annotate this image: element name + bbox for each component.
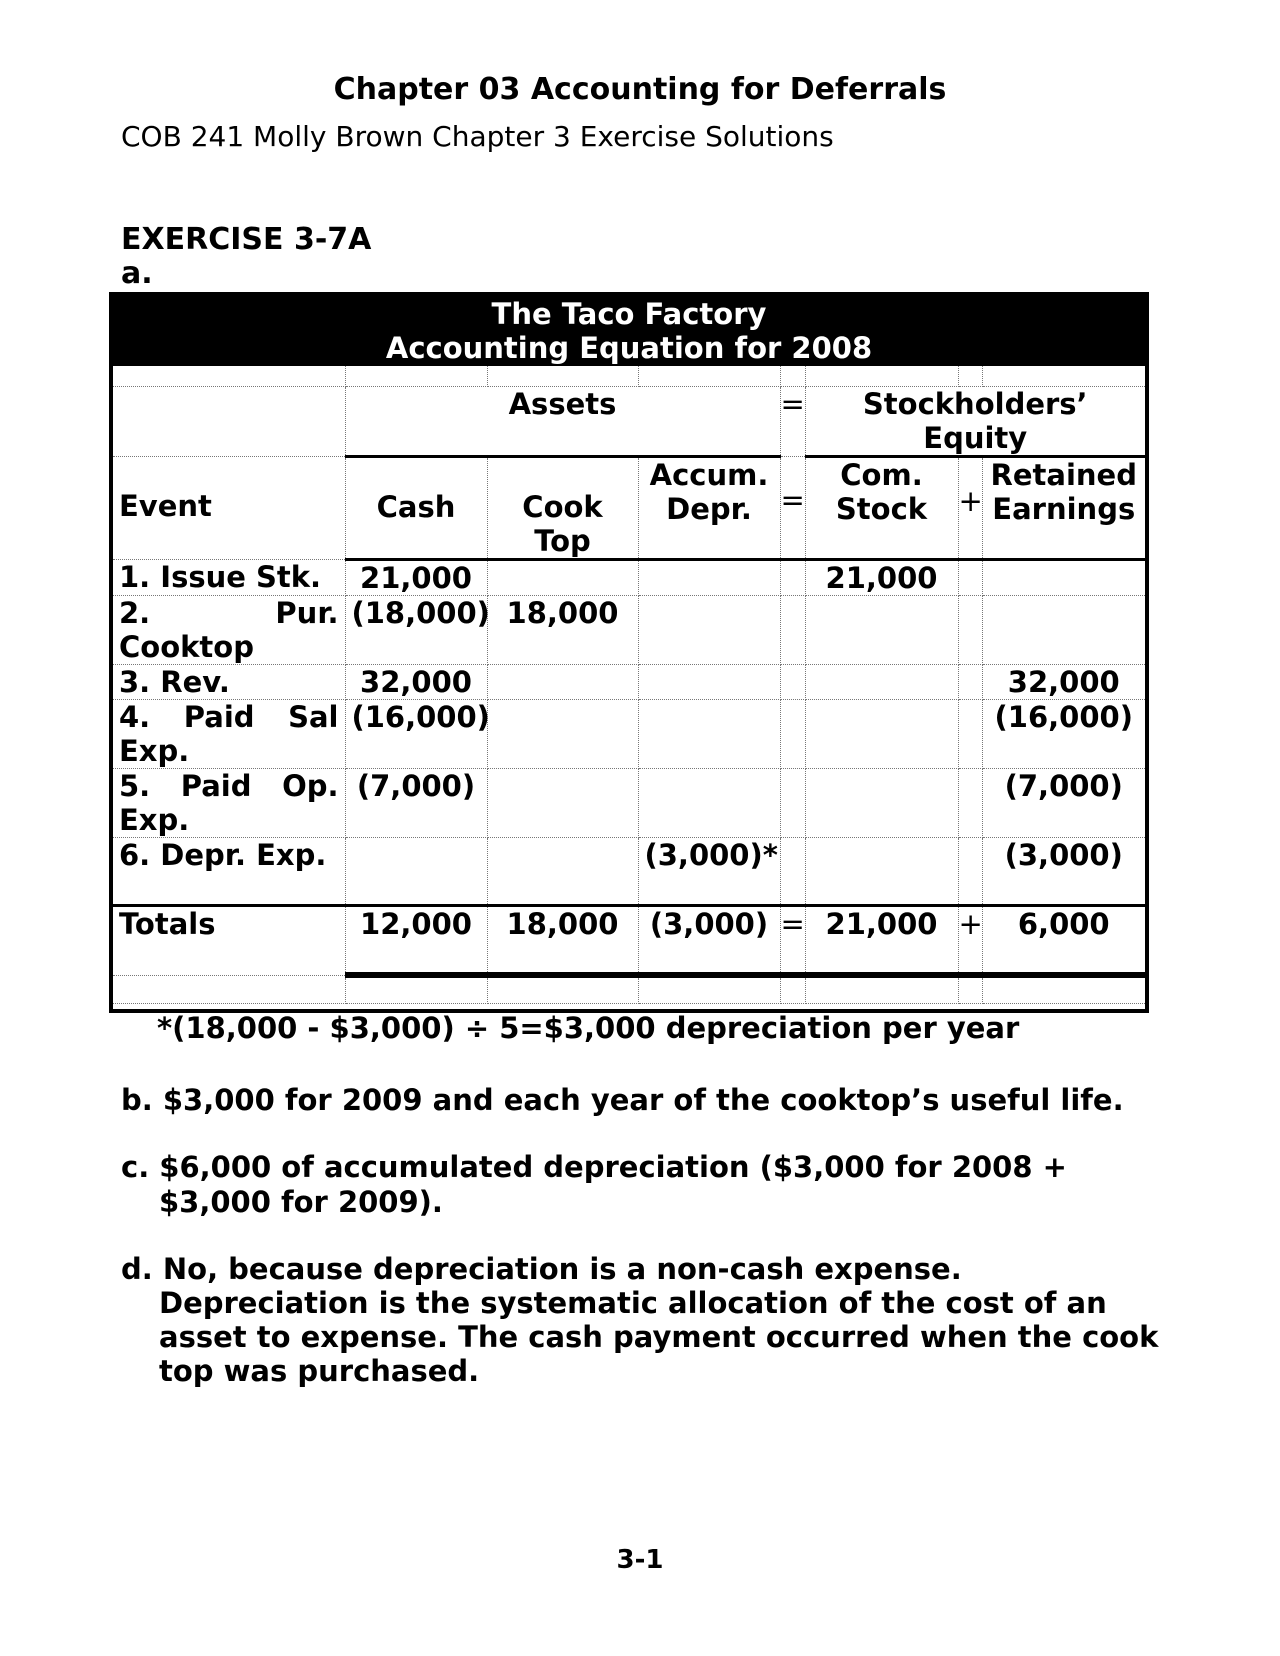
accum-depr-cell: (3,000)* bbox=[638, 837, 780, 905]
retained-earnings-cell: (7,000) bbox=[982, 768, 1145, 837]
com-stock-line1: Com. bbox=[840, 457, 923, 492]
retained-earnings-cell: (3,000) bbox=[982, 837, 1145, 905]
retained-earnings-column-header bbox=[982, 456, 1145, 559]
assets-group-header: Assets bbox=[345, 386, 780, 456]
accum-depr-line1: Accum. bbox=[649, 457, 769, 492]
event-cell: 6. Depr. Exp. bbox=[113, 837, 345, 905]
retained-earnings-cell bbox=[982, 559, 1145, 595]
totals-cash: 12,000 bbox=[345, 905, 487, 975]
depreciation-footnote: *(18,000 - $3,000) ÷ 5=$3,000 depreciation per year bbox=[157, 1011, 1020, 1045]
course-subtitle: COB 241 Molly Brown Chapter 3 Exercise Solutions bbox=[121, 120, 834, 153]
retained-earnings-line2: Earnings bbox=[992, 491, 1136, 526]
cash-cell: (7,000) bbox=[345, 768, 487, 837]
accum-depr-cell bbox=[638, 699, 780, 768]
totals-label: Totals bbox=[113, 905, 345, 975]
totals-accum-depr: (3,000) bbox=[638, 905, 780, 975]
event-cell: 1. Issue Stk. bbox=[113, 559, 345, 595]
com-stock-column-header bbox=[805, 456, 958, 559]
chapter-title: Chapter 03 Accounting for Deferrals bbox=[333, 72, 947, 107]
company-name: The Taco Factory bbox=[491, 297, 767, 331]
spacer-row bbox=[113, 366, 1145, 386]
event-cell: 3. Rev. bbox=[113, 664, 345, 699]
cooktop-cell bbox=[487, 559, 638, 595]
cooktop-cell bbox=[487, 664, 638, 699]
com-stock-cell bbox=[805, 699, 958, 768]
group-header-row bbox=[113, 386, 1145, 456]
table-heading: Accounting Equation for 2008 bbox=[385, 331, 873, 365]
com-stock-cell bbox=[805, 768, 958, 837]
totals-plus-sign: + bbox=[958, 905, 982, 975]
totals-retained-earnings: 6,000 bbox=[982, 905, 1145, 975]
double-rule-row bbox=[113, 975, 1145, 1003]
event-cell: 5. Paid Op. Exp. bbox=[113, 768, 345, 837]
cooktop-cell bbox=[487, 699, 638, 768]
table-row bbox=[113, 837, 1145, 905]
cooktop-column-header: Cook Top bbox=[487, 456, 638, 559]
retained-earnings-cell: (16,000) bbox=[982, 699, 1145, 768]
event-cell: 2. Pur. Cooktop bbox=[113, 595, 345, 664]
column-header-row bbox=[113, 456, 1145, 559]
cash-column-header: Cash bbox=[345, 456, 487, 559]
com-stock-line2: Stock bbox=[835, 491, 928, 526]
accum-depr-cell bbox=[638, 559, 780, 595]
table-row bbox=[113, 699, 1145, 768]
cash-cell: 21,000 bbox=[345, 559, 487, 595]
totals-equals-sign: = bbox=[780, 905, 805, 975]
totals-row bbox=[113, 905, 1145, 975]
retained-earnings-cell: 32,000 bbox=[982, 664, 1145, 699]
part-a-label: a. bbox=[121, 256, 153, 291]
cooktop-cell: 18,000 bbox=[487, 595, 638, 664]
com-stock-cell bbox=[805, 837, 958, 905]
table-row bbox=[113, 559, 1145, 595]
answer-b: b. $3,000 for 2009 and each year of the cooktop’s useful life. bbox=[121, 1083, 1124, 1117]
cash-cell: (16,000) bbox=[345, 699, 487, 768]
plus-column-header: + bbox=[958, 456, 982, 559]
totals-com-stock: 21,000 bbox=[805, 905, 958, 975]
accum-depr-cell bbox=[638, 595, 780, 664]
equity-group-header: Stockholders’ Equity bbox=[805, 386, 1145, 456]
answer-d: d. No, because depreciation is a non-cash expense. Depreciation is the systematic allocation of the cost of an asset to expense. The cash payment occurred when the cook top was purchased. bbox=[121, 1252, 1159, 1388]
com-stock-cell bbox=[805, 595, 958, 664]
accum-depr-column-header bbox=[638, 456, 780, 559]
cash-cell: 32,000 bbox=[345, 664, 487, 699]
cooktop-cell bbox=[487, 837, 638, 905]
accum-depr-cell bbox=[638, 664, 780, 699]
com-stock-cell: 21,000 bbox=[805, 559, 958, 595]
equals-column-header: = bbox=[780, 456, 805, 559]
group-equals-sign: = bbox=[780, 386, 805, 456]
accum-depr-cell bbox=[638, 768, 780, 837]
cooktop-cell bbox=[487, 768, 638, 837]
accum-depr-line2: Depr. bbox=[666, 491, 752, 526]
table-banner bbox=[113, 296, 1145, 366]
event-column-header: Event bbox=[113, 456, 345, 559]
exercise-heading: EXERCISE 3-7A bbox=[121, 222, 372, 257]
totals-cooktop: 18,000 bbox=[487, 905, 638, 975]
table-row bbox=[113, 664, 1145, 699]
retained-earnings-line1: Retained bbox=[990, 457, 1137, 492]
retained-earnings-cell bbox=[982, 595, 1145, 664]
table-row bbox=[113, 595, 1145, 664]
answer-c: c. $6,000 of accumulated depreciation ($3,000 for 2008 + $3,000 for 2009). bbox=[121, 1150, 1067, 1219]
event-cell: 4. Paid Sal Exp. bbox=[113, 699, 345, 768]
cash-cell bbox=[345, 837, 487, 905]
page-number: 3-1 bbox=[616, 1545, 664, 1575]
com-stock-cell bbox=[805, 664, 958, 699]
cash-cell: (18,000) bbox=[345, 595, 487, 664]
accounting-equation-table bbox=[113, 366, 1145, 1004]
table-row bbox=[113, 768, 1145, 837]
